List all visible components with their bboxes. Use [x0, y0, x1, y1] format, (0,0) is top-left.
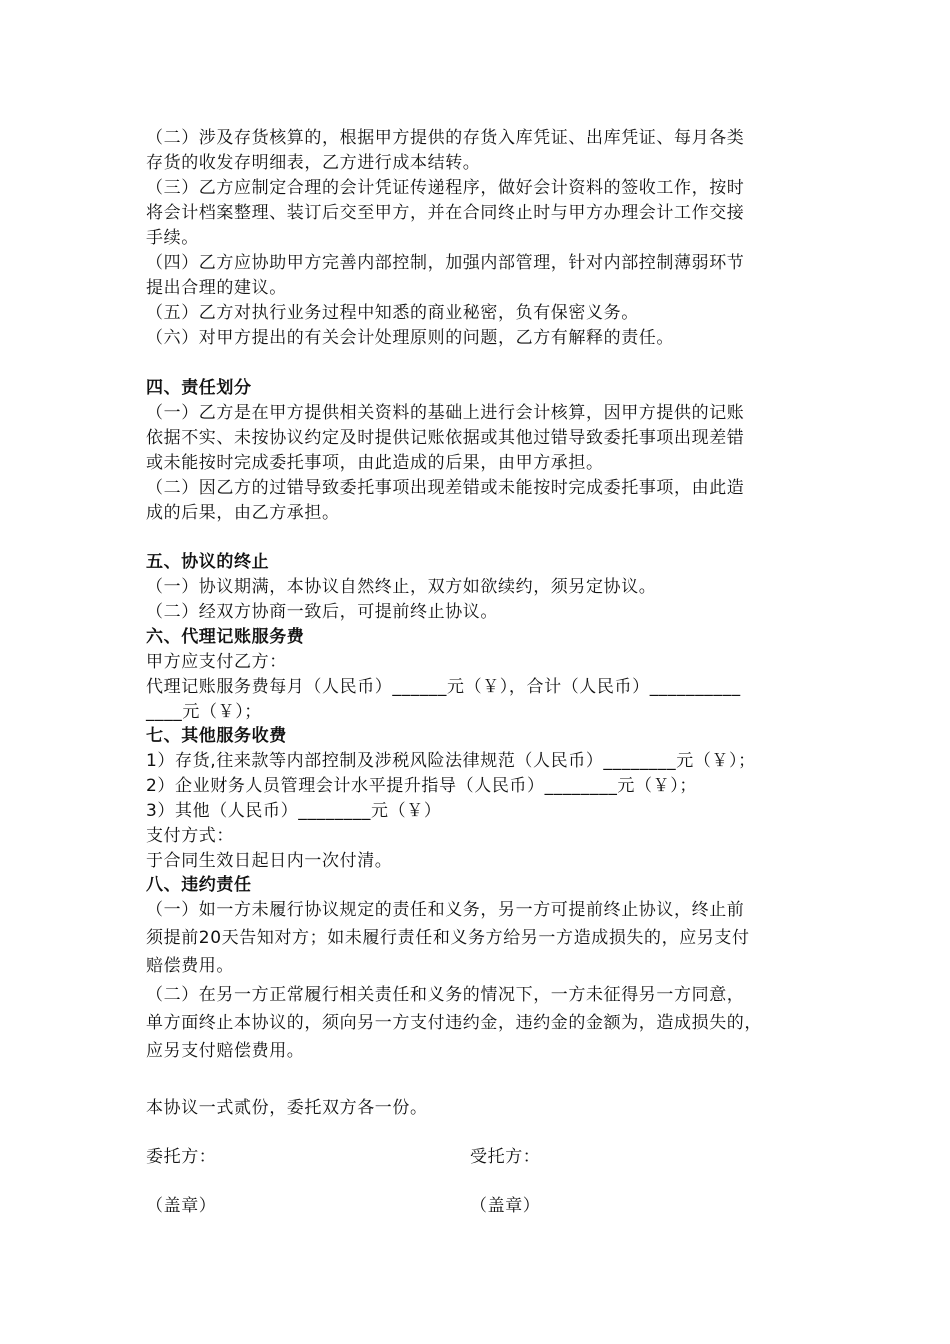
clause-5-1: （一）协议期满，本协议自然终止，双方如欲续约，须另定协议。	[146, 577, 657, 597]
clause-6-fee-line1: 代理记账服务费每月（人民币）______元（￥），合计（人民币）__________	[146, 677, 741, 697]
clause-3-6: （六）对甲方提出的有关会计处理原则的问题，乙方有解释的责任。	[146, 328, 674, 348]
clause-3-2-line2: 存货的收发存明细表，乙方进行成本结转。	[146, 153, 481, 173]
copies-statement: 本协议一式贰份，委托双方各一份。	[146, 1098, 428, 1118]
clause-3-4-line1: （四）乙方应协助甲方完善内部控制，加强内部管理，针对内部控制薄弱环节	[146, 253, 745, 273]
clause-3-3-line3: 手续。	[146, 228, 199, 248]
clause-8-1-line3: 赔偿费用。	[146, 956, 234, 976]
agent-seal: （盖章）	[470, 1196, 541, 1216]
payment-method-label: 支付方式：	[146, 826, 234, 846]
section-4-heading: 四、责任划分	[146, 378, 252, 398]
section-5-heading: 五、协议的终止	[146, 552, 270, 572]
clause-7-1: 1）存货,往来款等内部控制及涉税风险法律规范（人民币）________元（￥）；	[146, 751, 756, 771]
principal-label: 委托方：	[146, 1147, 217, 1167]
section-7-heading: 七、其他服务收费	[146, 726, 287, 746]
section-8-heading: 八、违约责任	[146, 875, 252, 895]
clause-6-fee-line2: ____元（￥）；	[146, 702, 262, 722]
clause-3-3-line2: 将会计档案整理、装订后交至甲方，并在合同终止时与甲方办理会计工作交接	[146, 203, 745, 223]
clause-7-3: 3）其他（人民币）________元（￥）	[146, 801, 442, 821]
clause-8-1-line2: 须提前20天告知对方；如未履行责任和义务方给另一方造成损失的，应另支付	[146, 928, 750, 948]
clause-4-1-line2: 依据不实、未按协议约定及时提供记账依据或其他过错导致委托事项出现差错	[146, 428, 745, 448]
clause-3-3-line1: （三）乙方应制定合理的会计凭证传递程序，做好会计资料的签收工作，按时	[146, 178, 745, 198]
payment-method-text: 于合同生效日起日内一次付清。	[146, 851, 393, 871]
section-6-heading: 六、代理记账服务费	[146, 627, 305, 647]
clause-8-1-line1: （一）如一方未履行协议规定的责任和义务，另一方可提前终止协议，终止前	[146, 900, 745, 920]
clause-8-2-line3: 应另支付赔偿费用。	[146, 1041, 305, 1061]
principal-seal: （盖章）	[146, 1196, 217, 1216]
clause-4-1-line3: 或未能按时完成委托事项，由此造成的后果，由甲方承担。	[146, 453, 604, 473]
clause-8-2-line1: （二）在另一方正常履行相关责任和义务的情况下，一方未征得另一方同意，	[146, 985, 745, 1005]
clause-3-2-line1: （二）涉及存货核算的，根据甲方提供的存货入库凭证、出库凭证、每月各类	[146, 128, 745, 148]
clause-7-2: 2）企业财务人员管理会计水平提升指导（人民币）________元（￥）；	[146, 776, 697, 796]
clause-3-5: （五）乙方对执行业务过程中知悉的商业秘密，负有保密义务。	[146, 303, 639, 323]
clause-4-2-line1: （二）因乙方的过错导致委托事项出现差错或未能按时完成委托事项，由此造	[146, 478, 745, 498]
agent-label: 受托方：	[470, 1147, 541, 1167]
clause-4-1-line1: （一）乙方是在甲方提供相关资料的基础上进行会计核算，因甲方提供的记账	[146, 403, 745, 423]
clause-5-2: （二）经双方协商一致后，可提前终止协议。	[146, 602, 498, 622]
clause-4-2-line2: 成的后果，由乙方承担。	[146, 503, 340, 523]
clause-3-4-line2: 提出合理的建议。	[146, 278, 287, 298]
clause-8-2-line2: 单方面终止本协议的，须向另一方支付违约金，违约金的金额为，造成损失的，	[146, 1013, 762, 1033]
clause-6-intro: 甲方应支付乙方：	[146, 652, 287, 672]
